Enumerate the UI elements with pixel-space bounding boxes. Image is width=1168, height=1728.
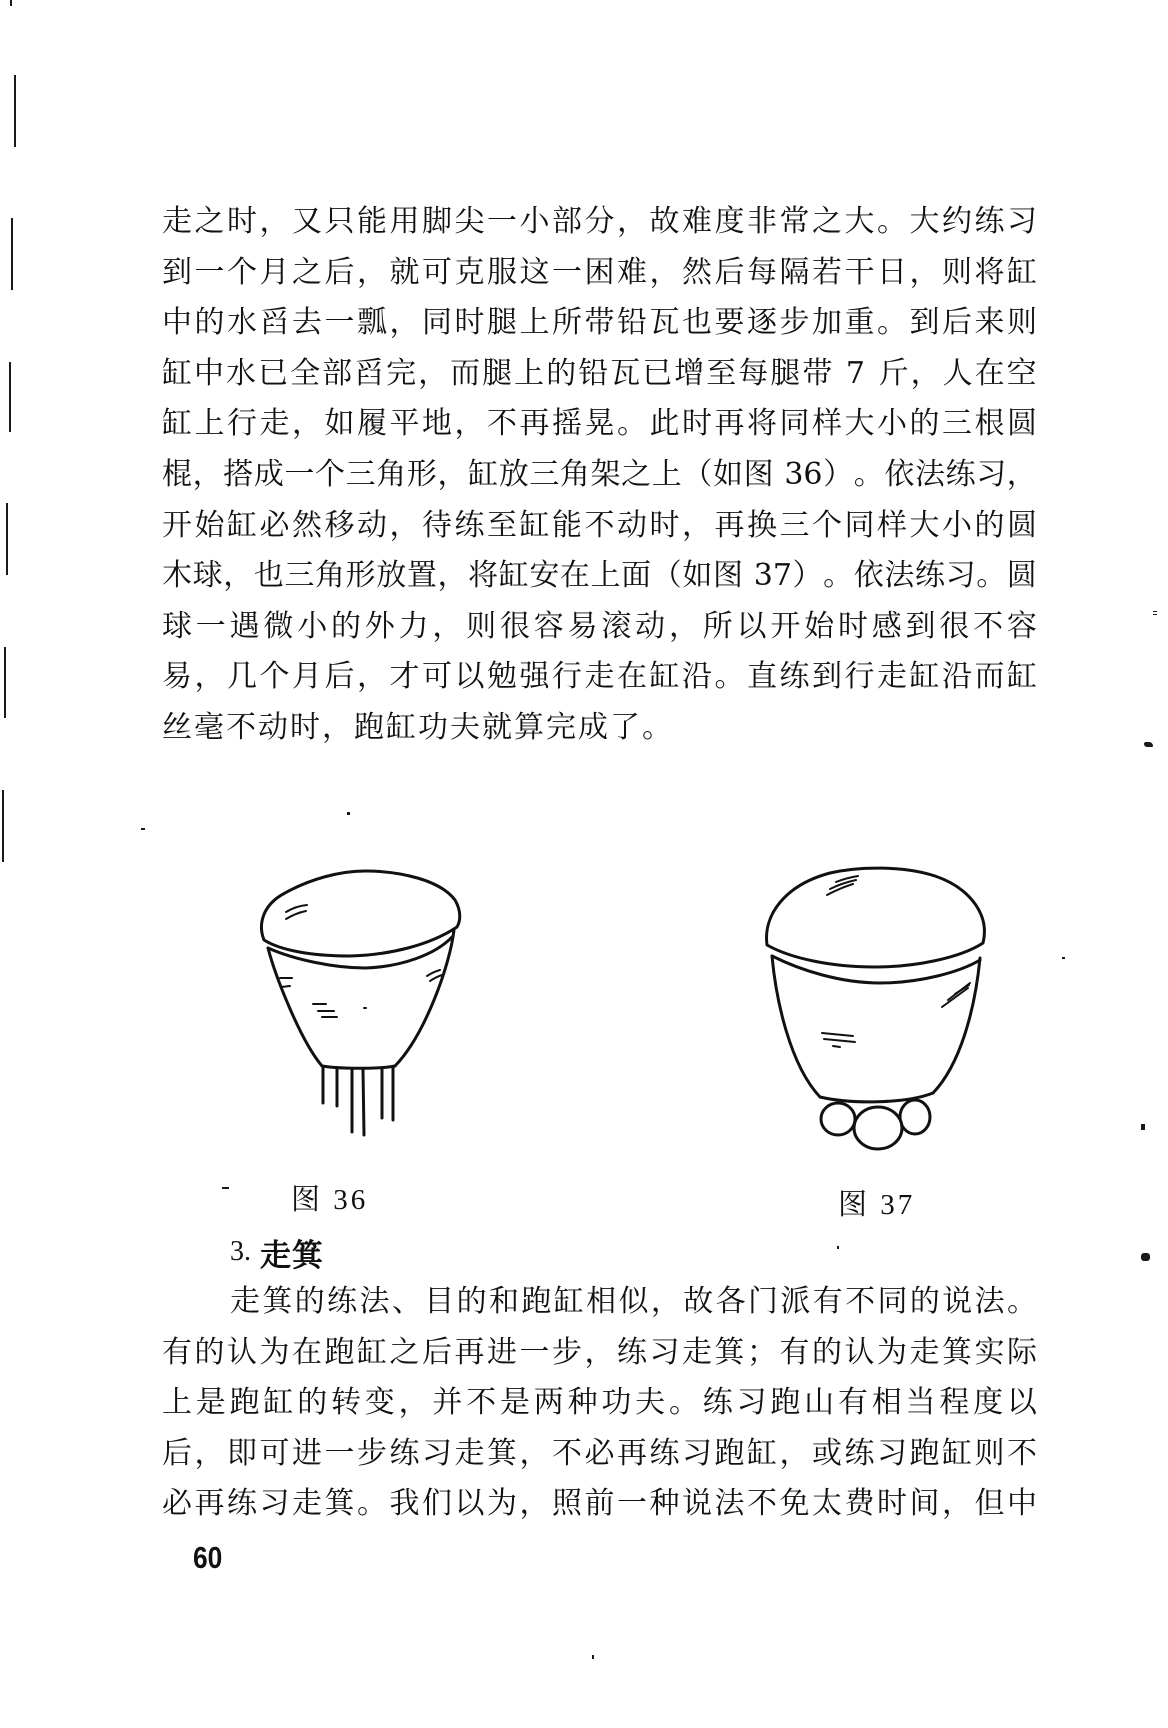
figure-36-caption: 图 36 (291, 1183, 369, 1216)
body-paragraph-1 (162, 197, 1037, 754)
scan-artifact-speck (1153, 611, 1157, 612)
text-line: 走 之 时 ， 又 只 能 用 脚 尖 一 小 部 分 ， 故 难 度 非 常 之 大 。 大 约 练 习 (162, 203, 1037, 239)
text-line: 到 一 个 月 之 后 ， 就 可 克 服 这 一 困 难 ， 然 后 每 隔 若 干 日 ， 则 将 缸 (162, 254, 1037, 290)
text-line: 开 始 缸 必 然 移 动 ， 待 练 至 缸 能 不 动 时 ， 再 换 三 个 同 样 大 小 的 圆 (162, 507, 1037, 543)
scan-artifact-bar (2, 790, 4, 862)
scan-artifact-bar (6, 503, 8, 575)
text-line: 中 的 水 舀 去 一 瓢 ， 同 时 腿 上 所 带 铅 瓦 也 要 逐 步 加 重 。 到 后 来 则 (162, 305, 1037, 341)
text-line: 上 是 跑 缸 的 转 变 ， 并 不 是 两 种 功 夫 。 练 习 跑 山 有 相 当 程 度 以 (162, 1385, 1037, 1421)
scan-artifact-speck (222, 1187, 229, 1189)
wooden-sticks (323, 1068, 393, 1135)
text-line: 走 箕 的 练 法 、 目 的 和 跑 缸 相 似 ， 故 各 门 派 有 不 同 的 说 法 。 (230, 1284, 1037, 1320)
vat-body-right (395, 930, 454, 1066)
scan-artifact-bar (14, 75, 16, 147)
figure-37-caption: 图 37 (838, 1188, 916, 1221)
text-line: 易 ， 几 个 月 后 ， 才 可 以 勉 强 行 走 在 缸 沿 。 直 练 到 行 走 缸 沿 而 缸 (162, 659, 1037, 695)
figure-36-illustration (262, 871, 460, 1135)
scan-artifact-bar (9, 362, 11, 432)
page-number: 60 (193, 1540, 223, 1575)
vat-base (322, 1066, 395, 1068)
scan-artifact-speck (1141, 1124, 1145, 1130)
vat-body-right (933, 958, 980, 1093)
section-heading (230, 1232, 324, 1272)
wooden-ball-left (821, 1103, 855, 1135)
scan-artifact-bar (4, 647, 6, 718)
stick (363, 1070, 364, 1135)
shading-strokes (280, 905, 442, 1017)
scan-artifact-bar (10, 0, 12, 6)
text-line: 木 球 ， 也 三 角 形 放 置 ， 将 缸 安 在 上 面 （ 如 图 37 ） 。 依 法 练 习 。 圆 (162, 558, 1037, 594)
scan-artifact-speck (347, 812, 350, 815)
vat-body-left (772, 956, 820, 1097)
text-line: 后 ， 即 可 进 一 步 练 习 走 箕 ， 不 必 再 练 习 跑 缸 ， 或 练 习 跑 缸 则 不 (162, 1435, 1037, 1471)
scan-artifact-speck (837, 1246, 839, 1249)
text-line: 必 再 练 习 走 箕 。 我 们 以 为 ， 照 前 一 种 说 法 不 免 太 费 时 间 ， 但 中 (162, 1486, 1037, 1522)
section-number: 3. (230, 1236, 251, 1267)
figure-37-illustration (767, 868, 985, 1149)
text-line: 缸 中 水 已 全 部 舀 完 ， 而 腿 上 的 铅 瓦 已 增 至 每 腿 带 7 斤 ， 人 在 空 (162, 355, 1037, 391)
vat-body-left (268, 948, 322, 1066)
vat-rim (268, 937, 452, 968)
scan-artifact-speck (141, 828, 145, 830)
text-line: 丝 毫 不 动 时 ， 跑 缸 功 夫 就 算 完 成 了 。 (162, 709, 672, 745)
text-line: 有 的 认 为 在 跑 缸 之 后 再 进 一 步 ， 练 习 走 箕 ； 有 的 认 为 走 箕 实 际 (162, 1334, 1037, 1370)
vat-rim (772, 956, 980, 983)
text-line: 缸 上 行 走 ， 如 履 平 地 ， 不 再 摇 晃 。 此 时 再 将 同 样 大 小 的 三 根 圆 (162, 406, 1037, 442)
section-title: 走箕 (260, 1237, 324, 1274)
wooden-ball-right (900, 1100, 930, 1134)
text-line: 球 一 遇 微 小 的 外 力 ， 则 很 容 易 滚 动 ， 所 以 开 始 时 感 到 很 不 容 (162, 608, 1037, 644)
wooden-ball-middle (854, 1107, 902, 1149)
scan-artifact-speck (1141, 1253, 1150, 1261)
scan-artifact-speck (1144, 742, 1153, 747)
scan-artifact-speck (1153, 614, 1157, 615)
text-line: 棍 ， 搭 成 一 个 三 角 形 ， 缸 放 三 角 架 之 上 （ 如 图 36 ） 。 依 法 练 习 ， (162, 456, 1037, 492)
scan-artifact-bar (11, 218, 13, 290)
vat-water-surface (262, 871, 460, 956)
vat-water-surface (767, 868, 985, 967)
vat-base (820, 1093, 933, 1102)
body-paragraph-2 (162, 1277, 1037, 1530)
scan-artifact-speck (1062, 957, 1065, 959)
scan-artifact-speck (592, 1655, 594, 1659)
shading-strokes (822, 876, 970, 1047)
